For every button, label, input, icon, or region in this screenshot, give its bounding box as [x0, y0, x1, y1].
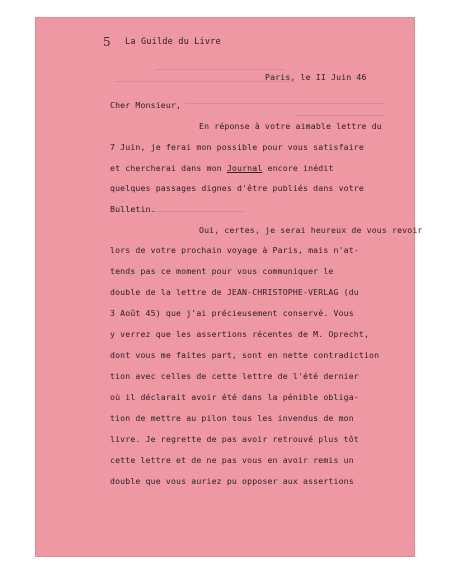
body-line: tion de mettre au pilon tous les invendus de mon: [110, 413, 354, 423]
letter-page: [35, 17, 423, 557]
letter-date: Paris, le II Juin 46: [265, 72, 367, 82]
body-line: tends pas ce moment pour vous communiquer le: [110, 266, 334, 276]
body-line: tion avec celles de cette lettre de l'été dernier: [110, 371, 359, 381]
body-line: Oui, certes, je serai heureux de vous revoir: [199, 225, 423, 235]
bleed-through-mark: [155, 69, 285, 70]
body-line: dont vous me faites part, sont en nette contradiction: [110, 350, 380, 360]
page-mark: 5: [103, 35, 111, 49]
salutation: Cher Monsieur,: [110, 100, 182, 110]
body-line: cette lettre et de ne pas vous en avoir remis un: [110, 455, 354, 465]
body-line: En réponse à votre aimable lettre du: [199, 121, 382, 131]
body-line: quelques passages dignes d'être publiés dans votre: [110, 183, 364, 193]
bleed-through-mark: [295, 115, 385, 116]
bleed-through-mark: [185, 103, 385, 104]
journal-word: Journal: [226, 163, 263, 173]
body-line: Bulletin.: [110, 204, 156, 214]
body-line: 3 Août 45) que j'ai précieusement conservé. Vous: [110, 308, 354, 318]
body-text: et chercherai dans mon: [110, 163, 222, 173]
body-line: y verrez que les assertions récentes de M. Oprecht,: [110, 329, 370, 339]
body-line: livre. Je regrette de pas avoir retrouvé plus tôt: [110, 434, 359, 444]
body-line: double de la lettre de JEAN-CHRISTOPHE-VERLAG (du: [110, 287, 359, 297]
body-line: 7 Juin, je ferai mon possible pour vous satisfaire: [110, 142, 364, 152]
letterhead-title: La Guilde du Livre: [125, 37, 221, 47]
body-line: lors de votre prochain voyage à Paris, mais n'at-: [110, 245, 359, 255]
body-line: où il déclarait avoir été dans la pénible obliga-: [110, 392, 359, 402]
body-line: [110, 163, 334, 173]
body-line: double que vous auriez pu opposer aux assertions: [110, 476, 354, 486]
body-text: encore inédit: [267, 163, 334, 173]
